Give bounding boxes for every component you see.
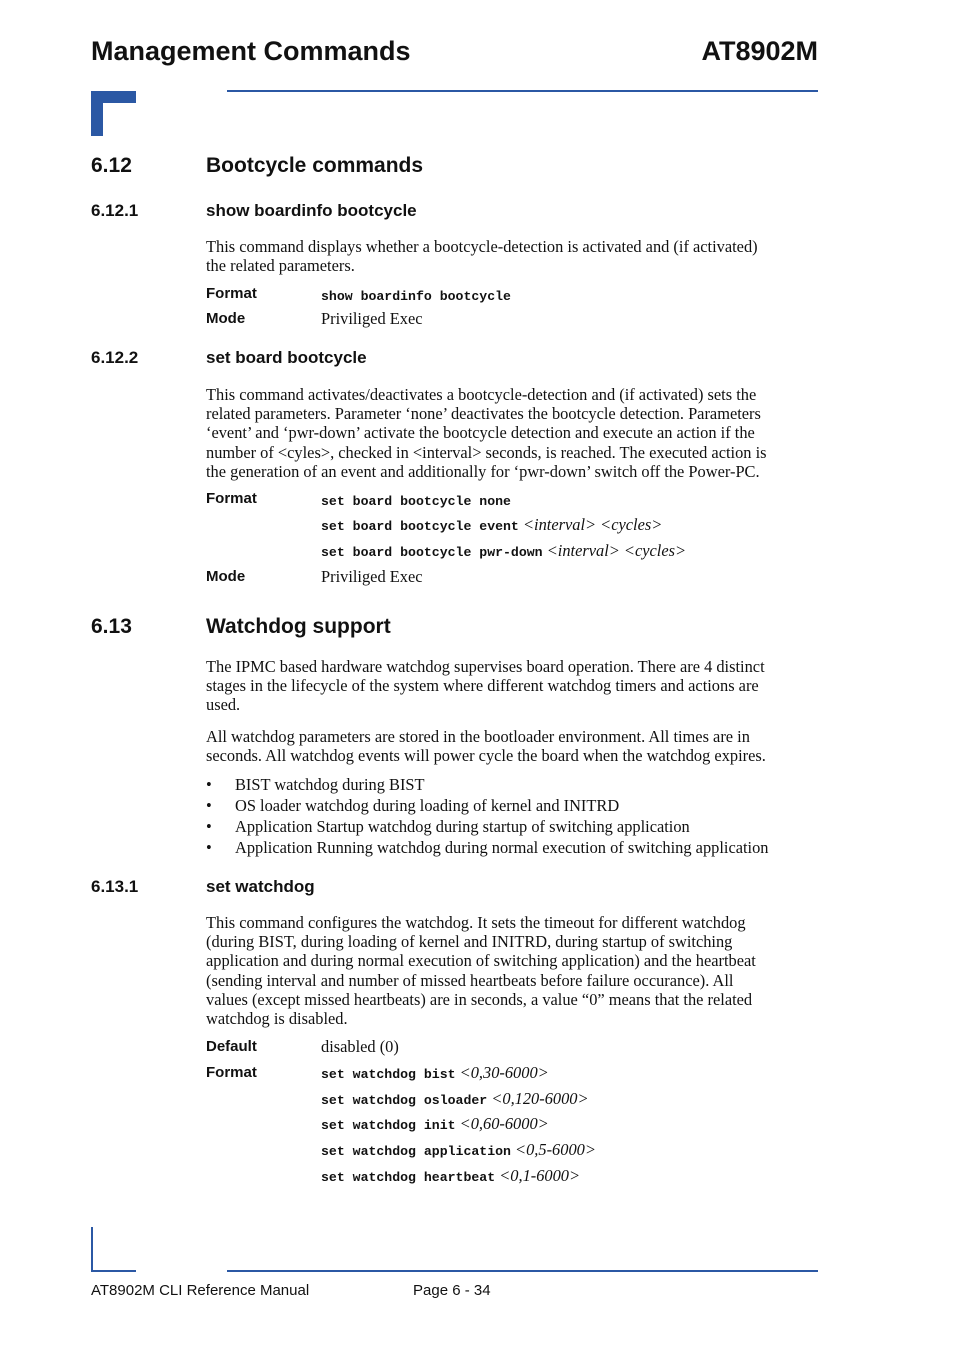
text-line: ‘event’ and ‘pwr-down’ activate the bootcycle detection and execute an action if the [206,423,755,443]
text-line: (during BIST, during loading of kernel and INITRD, during startup of switching [206,932,733,952]
subsection-title: set watchdog [206,877,315,896]
corner-mark-top-bar [91,91,136,103]
list-item: • OS loader watchdog during loading of kernel and INITRD [206,796,620,815]
section-title: Watchdog support [206,615,391,638]
format-label: Format [206,285,257,302]
section-title: Bootcycle commands [206,154,424,177]
format-command: set watchdog heartbeat <0,1-6000> [321,1166,581,1185]
mode-value: Priviliged Exec [321,567,423,586]
text-line: number of <cyles>, checked in <interval> seconds, is reached. The executed action is [206,442,767,462]
footer-rule [227,1270,818,1272]
format-command: set board bootcycle event <interval> <cycles> [321,515,663,534]
default-value: disabled (0) [321,1037,399,1056]
running-header-title: Management Commands [91,36,411,66]
text-line: stages in the lifecycle of the system where different watchdog timers and actions are [206,676,759,696]
text-line: the related parameters. [206,256,355,276]
footer-page-number: Page 6 - 34 [413,1282,491,1299]
text-line: (sending interval and number of missed heartbeats before failure occurance). All [206,970,734,990]
paragraph [206,385,818,481]
paragraph [206,237,818,275]
section-number: 6.12 [91,154,132,177]
corner-mark-bottom [91,1227,93,1272]
bullet-marker: • [206,796,212,815]
header-rule [227,90,818,92]
text-line: values (except missed heartbeats) are in seconds, a value “0” means that the related [206,989,753,1009]
subsection-number: 6.13.1 [91,877,139,896]
text-line: This command configures the watchdog. It sets the timeout for different watchdog [206,913,746,932]
paragraph [206,727,818,765]
bullet-marker: • [206,838,212,857]
list-item: • Application Startup watchdog during startup of switching application [206,817,690,836]
footer-manual-title: AT8902M CLI Reference Manual [91,1282,310,1299]
list-item: • BIST watchdog during BIST [206,775,425,794]
text-line: This command activates/deactivates a bootcycle-detection and (if activated) sets the [206,385,757,404]
text-line: watchdog is disabled. [206,1009,348,1029]
format-command: set watchdog application <0,5-6000> [321,1140,596,1159]
mode-value: Priviliged Exec [321,309,423,328]
text-line: The IPMC based hardware watchdog supervises board operation. There are 4 distinct [206,657,765,676]
text-line: seconds. All watchdog events will power cycle the board when the watchdog expires. [206,746,766,766]
format-command: set watchdog init <0,60-6000> [321,1114,549,1133]
corner-mark-bottom-bar [91,1270,136,1272]
text-line: related parameters. Parameter ‘none’ deactivates the bootcycle detection. Parameters [206,404,761,424]
subsection-title: show boardinfo bootcycle [206,201,417,220]
paragraph [206,913,818,1028]
subsection-title: set board bootcycle [206,348,367,367]
paragraph [206,657,818,715]
subsection-number: 6.12.1 [91,201,139,220]
subsection-number: 6.12.2 [91,348,139,367]
bullet-list [206,774,818,858]
format-command: show boardinfo bootcycle [321,289,511,304]
section-number: 6.13 [91,615,132,638]
format-command: set board bootcycle none [321,494,511,509]
format-command: set watchdog bist <0,30-6000> [321,1063,549,1082]
mode-label: Mode [206,310,246,327]
text-line: All watchdog parameters are stored in the bootloader environment. All times are in [206,727,750,746]
bullet-marker: • [206,817,212,836]
list-item: • Application Running watchdog during normal execution of switching application [206,838,769,857]
text-line: This command displays whether a bootcycle-detection is activated and (if activated) [206,237,758,256]
bullet-marker: • [206,775,212,794]
default-label: Default [206,1038,257,1055]
format-command: set board bootcycle pwr-down <interval> <cycles> [321,541,687,560]
text-line: used. [206,695,241,715]
mode-label: Mode [206,568,246,585]
format-label: Format [206,1064,257,1081]
text-line: the generation of an event and additionally for ‘pwr-down’ switch off the Power-PC. [206,461,760,481]
text-line: application and during normal execution of switching application) and the heartbeat [206,951,756,971]
format-command: set watchdog osloader <0,120-6000> [321,1089,589,1108]
running-header-product: AT8902M [701,36,818,66]
format-label: Format [206,490,257,507]
